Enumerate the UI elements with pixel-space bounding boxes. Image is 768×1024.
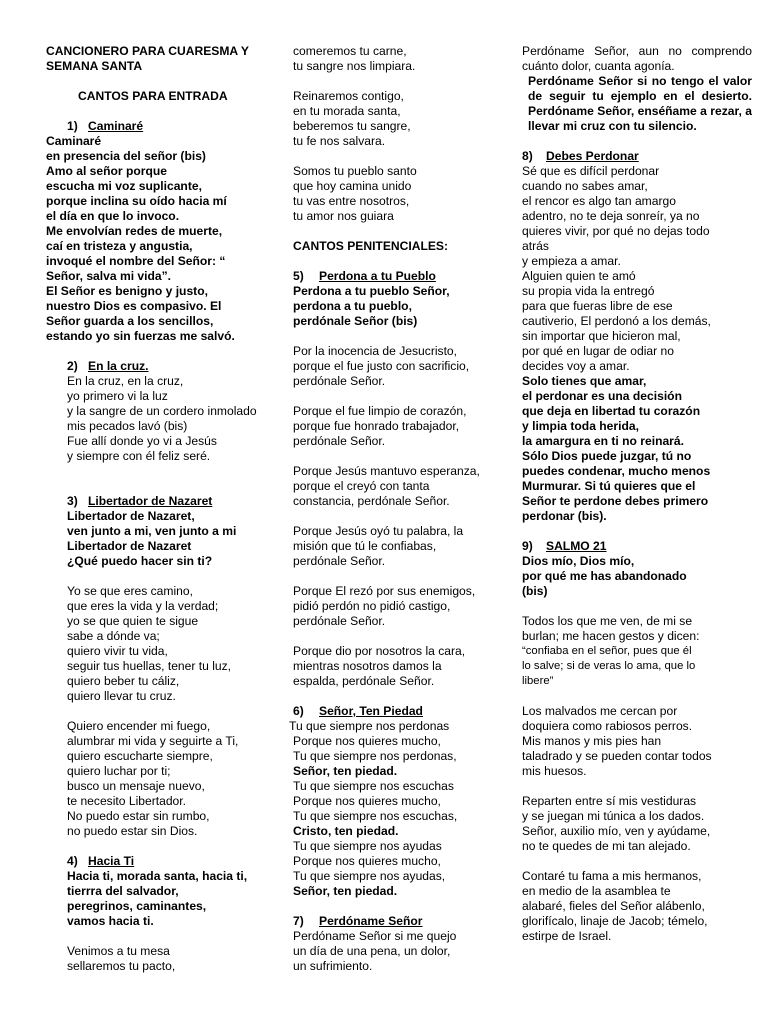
song-hacia-ti <box>46 854 272 929</box>
song-perdona-a-tu-pueblo <box>293 269 500 329</box>
song-heading <box>46 119 272 134</box>
lyric-line: el rencor es algo tan amargo <box>522 194 676 208</box>
song-debes-perdonar-chorus <box>522 374 752 524</box>
lyric-line: estando yo sin fuerzas me salvó. <box>46 329 235 343</box>
chorus-line: Sólo Dios puede juzgar, tú no <box>522 449 692 463</box>
lyric-line: en medio de la asamblea te <box>522 884 671 898</box>
lyric-line: Tu que siempre nos escuchas, <box>293 809 458 823</box>
lyric-line: yo primero vi la luz <box>67 389 168 403</box>
lyric-line: alumbrar mi vida y seguirte a Ti, <box>67 734 239 748</box>
chorus-line: ven junto a mi, ven junto a mi <box>67 524 237 538</box>
chorus-line: y limpia toda herida, <box>522 419 639 433</box>
chorus-paragraph: Perdóname Señor si no tengo el valor de seguir tu ejemplo en el desierto. Perdóname Señor, enséñame a rezar, a llevar mi cruz con tu silencio. <box>528 74 752 133</box>
song-libertador-verse <box>46 719 272 839</box>
chorus-line: vamos hacia ti. <box>67 914 154 928</box>
section-heading-penitenciales <box>293 239 500 254</box>
chorus-line: Libertador de Nazaret, <box>67 509 195 523</box>
lyric-line: no puedo estar sin Dios. <box>67 824 198 838</box>
lyric-line: Todos los que me ven, de mi se <box>522 614 693 628</box>
lyric-line: Porque dio por nosotros la cara, <box>293 644 466 658</box>
lyric-line: su propia vida la entregó <box>522 284 655 298</box>
lyric-line: atrás <box>522 239 549 253</box>
lyric-line: adentro, no te deja sonreír, ya no <box>522 209 700 223</box>
song-number: 9) <box>522 539 533 553</box>
chorus-line: el perdonar es una decisión <box>522 389 682 403</box>
lyric-line: quiero luchar por ti; <box>67 764 171 778</box>
lyric-line: tu vas entre nosotros, <box>293 194 410 208</box>
lyric-line: misión que tú le confiabas, <box>293 539 437 553</box>
lyric-line: porque fue honrado trabajador, <box>293 419 460 433</box>
lyric-line: mis pecados lavó (bis) <box>67 419 188 433</box>
song-hacia-ti-verse <box>46 944 272 974</box>
lyric-line: beberemos tu sangre, <box>293 119 411 133</box>
section-heading-text: CANTOS PARA ENTRADA <box>78 89 228 103</box>
lyric-line: Tu que siempre nos escuchas <box>293 779 454 793</box>
song-heading <box>46 494 272 509</box>
song-perdoname-senor <box>293 914 500 974</box>
section-heading-text: CANTOS PENITENCIALES: <box>293 239 448 253</box>
lyric-line: alabaré, fieles del Señor alábenlo, <box>522 899 705 913</box>
song-title: SALMO 21 <box>546 539 607 553</box>
lyric-line: espalda, perdónale Señor. <box>293 674 435 688</box>
lyric-line: Tu que siempre nos ayudas <box>293 839 442 853</box>
lyric-line: comeremos tu carne, <box>293 44 407 58</box>
song-number: 1) <box>67 119 78 133</box>
chorus-line: Perdona a tu pueblo Señor, <box>293 284 450 298</box>
chorus-line: por qué me has abandonado <box>522 569 687 583</box>
lyric-line: mis huesos. <box>522 764 587 778</box>
lyric-line: quieres vivir, por qué no dejas todo <box>522 224 710 238</box>
chorus-line: Hacia ti, morada santa, hacia ti, <box>67 869 248 883</box>
chorus-line: peregrinos, caminantes, <box>67 899 207 913</box>
lyric-line: Quiero encender mi fuego, <box>67 719 211 733</box>
lyric-line: decides voy a amar. <box>522 359 630 373</box>
lyric-line: sabe a dónde va; <box>67 629 160 643</box>
verse <box>522 704 752 779</box>
song-number: 8) <box>522 149 533 163</box>
lyric-line: porque el creyó con tanta <box>293 479 430 493</box>
lyric-line: Porque Jesús oyó tu palabra, la <box>293 524 464 538</box>
lyric-line: doquiera como rabiosos perros. <box>522 719 693 733</box>
song-en-la-cruz <box>46 359 272 464</box>
lyric-line: Contaré tu fama a mis hermanos, <box>522 869 702 883</box>
chorus-line: Señor te perdone debes primero <box>522 494 709 508</box>
chorus-line: Murmurar. Si tú quieres que el <box>522 479 696 493</box>
verse <box>293 404 500 449</box>
lyric-line: sin importar que hicieron mal, <box>522 329 681 343</box>
lyric-line: perdónale Señor. <box>293 554 386 568</box>
verse <box>293 464 500 509</box>
lyric-line: perdónale Señor. <box>293 614 386 628</box>
lyric-line: Porque nos quieres mucho, <box>293 794 441 808</box>
chorus-line: (bis) <box>522 584 548 598</box>
lyric-line: Caminaré <box>46 134 102 148</box>
lyric-line: Me envolvían redes de muerte, <box>46 224 223 238</box>
lyric-line: y empieza a amar. <box>522 254 621 268</box>
song-heading <box>293 704 500 719</box>
lyric-line: no te quedes de mi tan alejado. <box>522 839 691 853</box>
song-perdoname-senor-cont <box>522 44 752 74</box>
verse <box>293 644 500 689</box>
title-line: CANCIONERO PARA CUARESMA Y <box>46 44 249 58</box>
song-caminare <box>46 119 272 344</box>
verse <box>293 344 500 389</box>
song-title: Debes Perdonar <box>546 149 639 163</box>
lyric-line: Mis manos y mis pies han <box>522 734 662 748</box>
song-senor-ten-piedad <box>289 704 500 899</box>
lyric-line: Venimos a tu mesa <box>67 944 170 958</box>
verse <box>522 869 752 944</box>
lyric-line: y la sangre de un cordero inmolado <box>67 404 257 418</box>
section-heading-entrada <box>46 89 272 104</box>
lyric-line: el día en que lo invoco. <box>46 209 180 223</box>
lyric-line: por qué en lugar de odiar no <box>522 344 674 358</box>
chorus-line: puedes condenar, mucho menos <box>522 464 711 478</box>
lyric-line: Perdóname Señor si me quejo <box>293 929 457 943</box>
chorus-line: que deja en libertad tu corazón <box>522 404 701 418</box>
lyric-line: un día de una pena, un dolor, <box>293 944 451 958</box>
lyric-line: Yo se que eres camino, <box>67 584 193 598</box>
song-heading <box>293 269 500 284</box>
lyric-line: porque inclina su oído hacia mí <box>46 194 227 208</box>
lyric-line: Sé que es difícil perdonar <box>522 164 660 178</box>
lyric-line: nuestro Dios es compasivo. El <box>46 299 222 313</box>
lyric-line: caí en tristeza y angustia, <box>46 239 193 253</box>
lyric-line: estirpe de Israel. <box>522 929 612 943</box>
lyric-line: “confiaba en el señor, pues que él <box>522 645 692 657</box>
lyric-line: mientras nosotros damos la <box>293 659 442 673</box>
song-heading <box>522 539 752 554</box>
verse <box>293 524 500 569</box>
lyric-line: No puedo estar sin rumbo, <box>67 809 210 823</box>
lyric-line: quiero beber tu cáliz, <box>67 674 180 688</box>
lyric-line: en presencia del señor (bis) <box>46 149 206 163</box>
song-title: Perdona a tu Pueblo <box>319 269 436 283</box>
lyric-line: perdónale Señor. <box>293 374 386 388</box>
verse <box>293 584 500 629</box>
song-salmo-21 <box>522 539 752 599</box>
lyric-line: Reparten entre sí mis vestiduras <box>522 794 697 808</box>
song-title: Caminaré <box>88 119 144 133</box>
song-hacia-ti-verse <box>293 89 500 149</box>
lyric-line: tu fe nos salvara. <box>293 134 386 148</box>
song-perdoname-senor-chorus <box>522 74 752 134</box>
lyric-line: Porque nos quieres mucho, <box>293 734 441 748</box>
chorus-line: perdona a tu pueblo, <box>293 299 412 313</box>
response-line: Señor, ten piedad. <box>293 884 398 898</box>
song-title: Señor, Ten Piedad <box>319 704 423 718</box>
song-heading <box>46 359 272 374</box>
lyric-line: Tu que siempre nos perdonas <box>289 719 450 733</box>
song-title: En la cruz. <box>88 359 149 373</box>
lyric-line: para que fueras libre de ese <box>522 299 673 313</box>
song-libertador-verse <box>46 584 272 704</box>
lyric-line: Fue allí donde yo vi a Jesús <box>67 434 217 448</box>
song-hacia-ti-verse <box>293 44 500 74</box>
chorus-line: la amargura en ti no reinará. <box>522 434 684 448</box>
lyric-line: porque el fue justo con sacrificio, <box>293 359 470 373</box>
song-title: Hacia Ti <box>88 854 135 868</box>
lyric-line: En la cruz, en la cruz, <box>67 374 184 388</box>
lyric-line: Porque el fue limpio de corazón, <box>293 404 467 418</box>
response-line: Cristo, ten piedad. <box>293 824 399 838</box>
lyric-line: Reinaremos contigo, <box>293 89 404 103</box>
chorus-line: Solo tienes que amar, <box>522 374 647 388</box>
verse <box>522 794 752 854</box>
lyric-line: Señor, salva mi vida”. <box>46 269 172 283</box>
song-hacia-ti-verse <box>293 164 500 224</box>
lyric-line: El Señor es benigno y justo, <box>46 284 208 298</box>
song-number: 5) <box>293 269 304 283</box>
lyric-line: Alguien quien te amó <box>522 269 636 283</box>
chorus-line: perdónale Señor (bis) <box>293 314 418 328</box>
lyric-line: taladrado y se pueden contar todos <box>522 749 712 763</box>
lyric-line: invoqué el nombre del Señor: “ <box>46 254 226 268</box>
lyric-line: cautiverio, El perdonó a los demás, <box>522 314 711 328</box>
song-title: Perdóname Señor <box>319 914 423 928</box>
song-libertador <box>46 494 272 569</box>
column-left <box>46 44 272 974</box>
column-middle <box>289 44 500 974</box>
song-number: 6) <box>293 704 304 718</box>
verse <box>522 614 752 689</box>
song-heading <box>293 914 500 929</box>
song-number: 2) <box>67 359 78 373</box>
response-line: Señor, ten piedad. <box>293 764 398 778</box>
lyric-line: sellaremos tu pacto, <box>67 959 176 973</box>
lyric-line: tu amor nos guiara <box>293 209 394 223</box>
lyric-line: yo se que quien te sigue <box>67 614 199 628</box>
chorus-line: Dios mío, Dios mío, <box>522 554 635 568</box>
lyric-line: Porque Jesús mantuvo esperanza, <box>293 464 480 478</box>
lyric-line: un sufrimiento. <box>293 959 373 973</box>
song-heading <box>46 854 272 869</box>
lyric-line: tu sangre nos limpiara. <box>293 59 416 73</box>
lyric-line: quiero vivir tu vida, <box>67 644 168 658</box>
lyric-line: Amo al señor porque <box>46 164 167 178</box>
lyric-paragraph: Perdóname Señor, aun no comprendo cuánto dolor, cuanta agonía. <box>522 44 752 73</box>
lyric-line: Porque El rezó por sus enemigos, <box>293 584 476 598</box>
lyric-line: que hoy camina unido <box>293 179 412 193</box>
song-debes-perdonar <box>522 149 752 374</box>
lyric-line: glorifícalo, linaje de Jacob; témelo, <box>522 914 708 928</box>
lyric-line: lo salve; si de veras lo ama, que lo <box>522 660 696 672</box>
song-number: 4) <box>67 854 78 868</box>
lyric-line: cuando no sabes amar, <box>522 179 648 193</box>
lyric-line: Los malvados me cercan por <box>522 704 678 718</box>
song-number: 7) <box>293 914 304 928</box>
lyric-line: Tu que siempre nos ayudas, <box>293 869 446 883</box>
lyric-line: busco un mensaje nuevo, <box>67 779 205 793</box>
song-number: 3) <box>67 494 78 508</box>
lyric-line: quiero escucharte siempre, <box>67 749 213 763</box>
column-right <box>522 44 752 944</box>
chorus-line: ¿Qué puedo hacer sin ti? <box>67 554 213 568</box>
lyric-line: y siempre con él feliz seré. <box>67 449 211 463</box>
chorus-line: Libertador de Nazaret <box>67 539 192 553</box>
lyric-line: quiero llevar tu cruz. <box>67 689 176 703</box>
song-title: Libertador de Nazaret <box>88 494 213 508</box>
lyric-line: que eres la vida y la verdad; <box>67 599 219 613</box>
lyric-line: perdónale Señor. <box>293 434 386 448</box>
lyric-line: Porque nos quieres mucho, <box>293 854 441 868</box>
lyric-line: burlan; me hacen gestos y dicen: <box>522 629 700 643</box>
document-title <box>46 44 272 74</box>
lyric-line: escucha mi voz suplicante, <box>46 179 202 193</box>
lyric-line: Por la inocencia de Jesucristo, <box>293 344 458 358</box>
lyric-line: Somos tu pueblo santo <box>293 164 417 178</box>
chorus-line: perdonar (bis). <box>522 509 607 523</box>
lyric-line: Señor, auxilio mío, ven y ayúdame, <box>522 824 711 838</box>
title-line: SEMANA SANTA <box>46 59 143 73</box>
lyric-line: pidió perdón no pidió castigo, <box>293 599 451 613</box>
song-heading <box>522 149 752 164</box>
chorus-line: tierrra del salvador, <box>67 884 179 898</box>
lyric-line: libere” <box>522 675 554 687</box>
lyric-line: y se juegan mi túnica a los dados. <box>522 809 705 823</box>
lyric-line: Señor guarda a los sencillos, <box>46 314 214 328</box>
lyric-line: seguir tus huellas, tener tu luz, <box>67 659 232 673</box>
lyric-line: te necesito Libertador. <box>67 794 187 808</box>
lyric-line: Tu que siempre nos perdonas, <box>293 749 457 763</box>
lyric-line: constancia, perdónale Señor. <box>293 494 450 508</box>
lyric-line: en tu morada santa, <box>293 104 401 118</box>
